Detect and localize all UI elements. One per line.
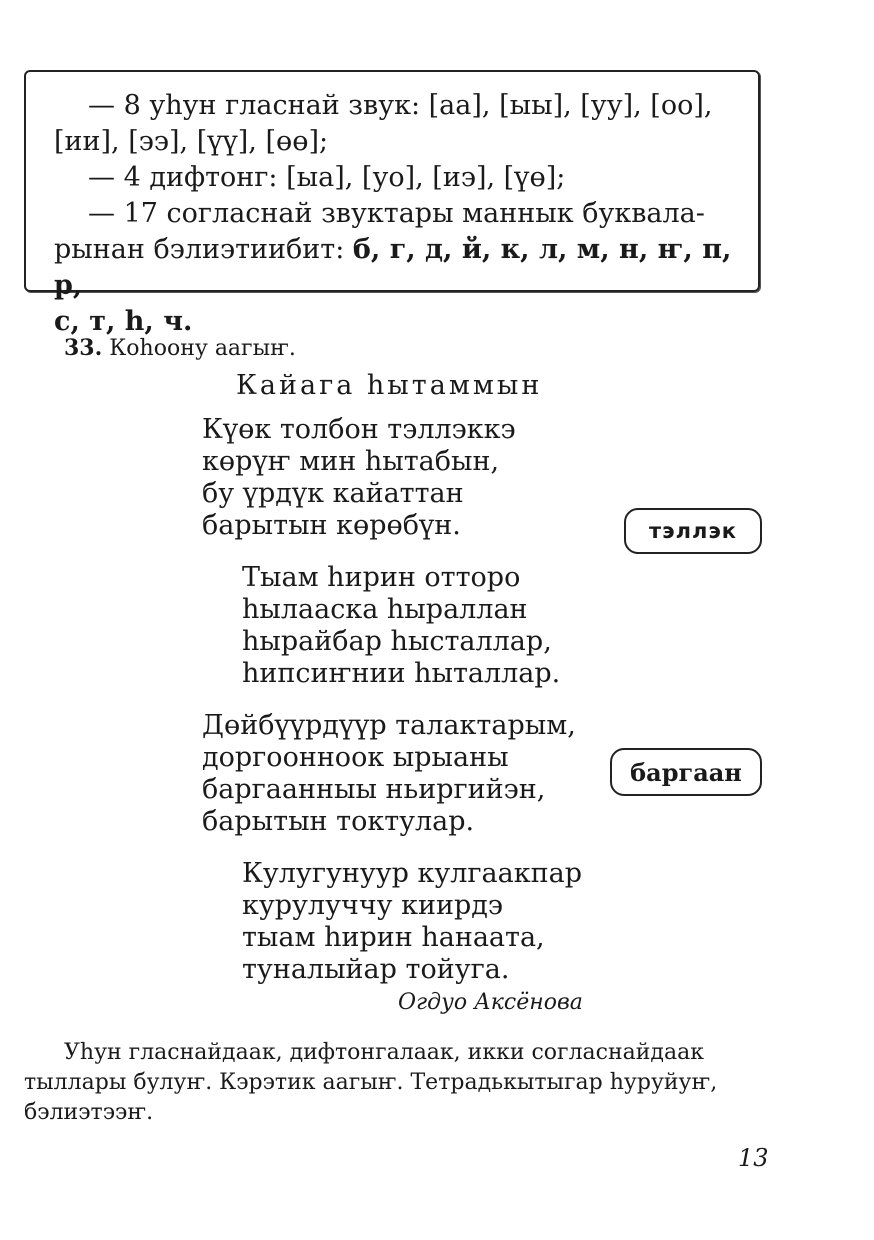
vocabulary-box: тэллэк xyxy=(624,508,762,554)
exercise-instruction: Коһоону аагыҥ. xyxy=(109,336,296,361)
info-line: — 17 согласнай звуктары маннык буквала- xyxy=(88,198,705,229)
poem-line: курулуччу киирдэ xyxy=(242,890,504,921)
poem-line: Күөк толбон тэллэккэ xyxy=(202,414,516,445)
exercise-number: 33. xyxy=(64,335,103,361)
vocabulary-box: баргаан xyxy=(610,748,762,796)
page-number: 13 xyxy=(738,1144,769,1172)
task-text xyxy=(24,1038,764,1128)
info-line: — 8 уһун гласнай звук: [аа], [ыы], [уу], [оо], xyxy=(88,90,713,121)
poem-line: көрүҥ мин һытабын, xyxy=(202,446,500,477)
task-paragraph: Уһун гласнайдаак, дифтонгалаак, икки согласнайдаак тыллары булуҥ. Кэрэтик аагыҥ. Тетрадькытыгар һуруйуҥ, бэлиэтээҥ. xyxy=(24,1040,718,1125)
poem-line: Кулугунуур кулгаакпар xyxy=(242,858,582,889)
poem-line: Тыам һирин отторо xyxy=(242,562,521,593)
poem-line: барытын токтулар. xyxy=(202,806,475,837)
poem-line: Дөйбүүрдүүр талактарым, xyxy=(202,710,576,741)
poem-stanza xyxy=(242,562,560,690)
poem-stanza xyxy=(202,710,576,838)
info-line xyxy=(54,232,738,304)
poem-line: бу үрдүк кайаттан xyxy=(202,478,464,509)
poem-title: Кайага һытаммын xyxy=(236,370,543,401)
poem-stanza xyxy=(202,414,516,542)
poem-line: һырайбар һысталлар, xyxy=(242,626,552,657)
poem-line: тыам һирин һанаата, xyxy=(242,922,545,953)
info-text: рынан бэлиэтиибит: xyxy=(54,234,353,265)
consonant-letters: с, т, һ, ч. xyxy=(54,306,193,337)
consonant-letters: б, г, д, й, к, л, м, н, ҥ, п, р, xyxy=(54,234,732,301)
poem-author: Огдуо Аксёнова xyxy=(398,990,583,1015)
info-line: — 4 дифтонг: [ыа], [уо], [иэ], [үө]; xyxy=(88,162,566,193)
poem-line: барытын көрөбүн. xyxy=(202,510,461,541)
poem-line: һылааска һыраллан xyxy=(242,594,528,625)
poem-stanza xyxy=(242,858,582,986)
poem-line: һипсиҥнии һыталлар. xyxy=(242,658,561,689)
poem-line: доргоонноок ырыаны xyxy=(202,742,509,773)
exercise-heading xyxy=(64,334,296,363)
poem-line: баргаанныы ньиргийэн, xyxy=(202,774,546,805)
info-line: [ии], [ээ], [үү], [өө]; xyxy=(54,126,329,157)
poem-line: туналыйар тойуга. xyxy=(242,954,510,985)
info-box xyxy=(24,70,760,337)
